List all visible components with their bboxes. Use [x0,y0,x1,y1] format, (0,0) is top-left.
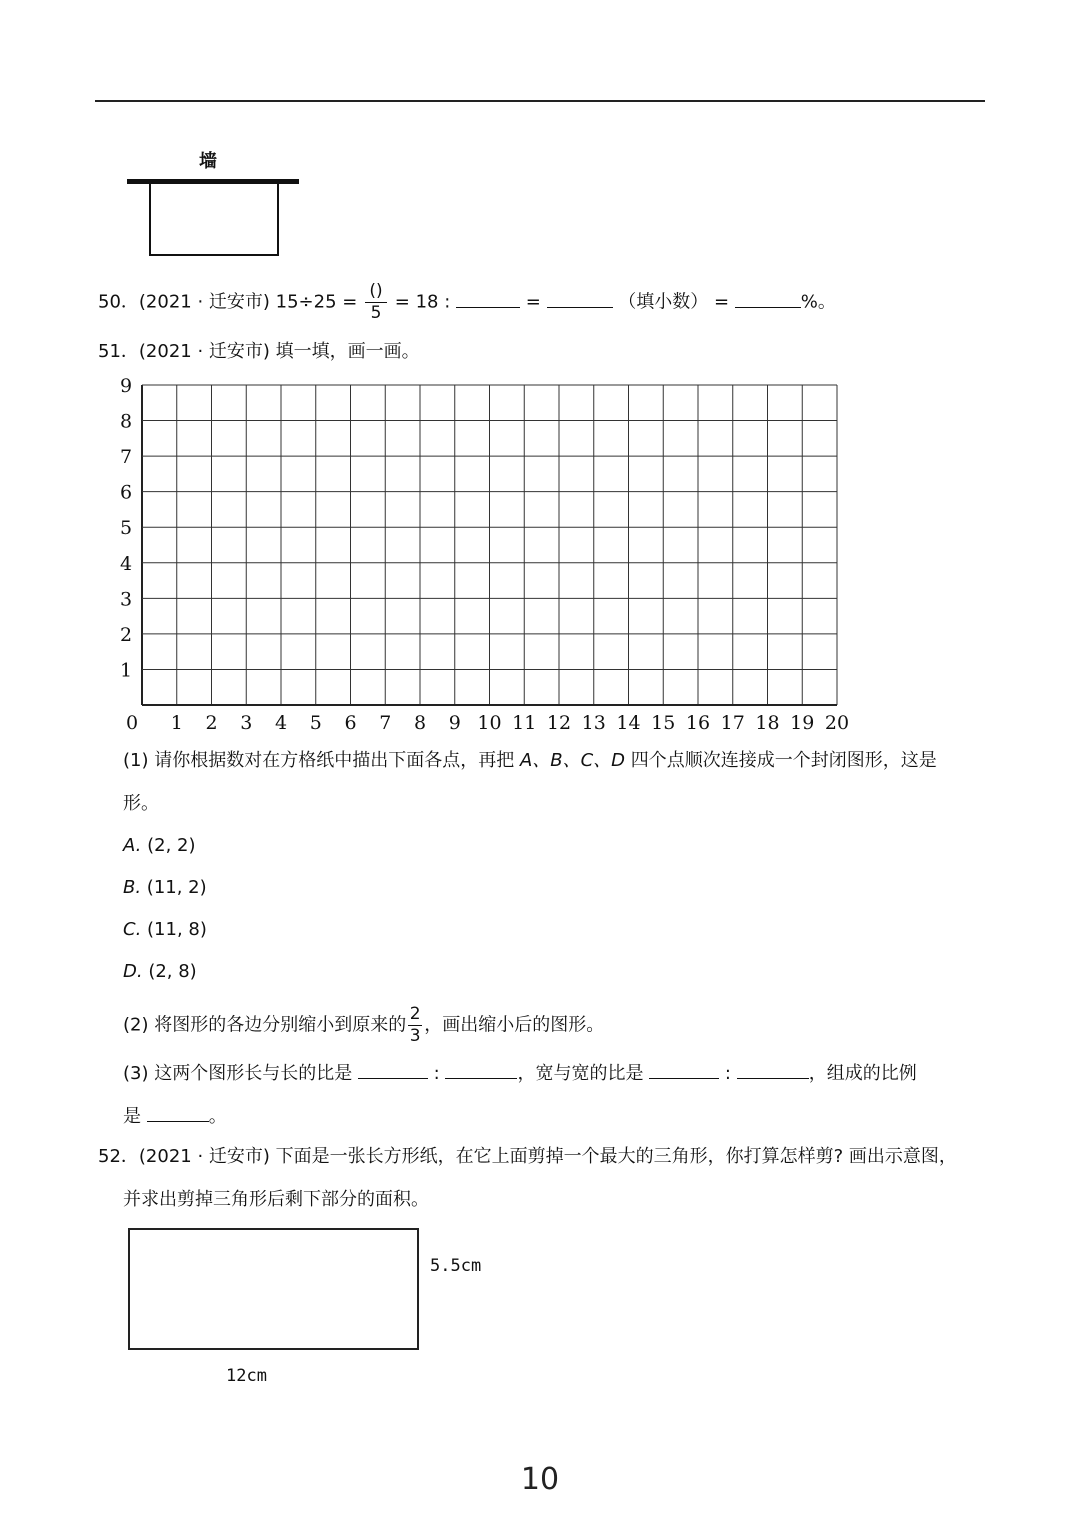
y-tick-label: 5 [119,517,133,540]
x-tick-label: 11 [512,712,537,734]
question-52-line1: 52．(2021 · 迁安市) 下面是一张长方形纸，在它上面剪掉一个最大的三角形，你打算怎样剪? 画出示意图， [98,1146,957,1167]
x-tick-label: 15 [651,712,676,734]
question-50: 50．(2021 · 迁安市) 15÷25 = $\frac{()}{5}$ = 18 : = （填小数） = %。 [98,281,836,323]
fraction-blank-over-5: $\frac{()}{5}$ [365,282,387,323]
page-number: 10 [520,1462,560,1497]
paper-rectangle [128,1228,419,1350]
x-tick-label: 0 [125,712,139,734]
question-51-title: 51．(2021 · 迁安市) 填一填，画一画。 [98,341,420,362]
rect-height-label: 5.5cm [430,1256,482,1276]
y-tick-label: 6 [119,481,133,504]
enclosure-rect [149,183,279,256]
x-tick-label: 8 [413,712,427,734]
coordinate-grid [110,378,870,738]
point-b: B. (11, 2) [123,877,207,898]
x-tick-label: 9 [448,712,461,734]
wall-label: 墙 [199,151,217,172]
y-tick-label: 8 [119,410,133,433]
answer-blank[interactable] [147,1103,209,1122]
x-tick-label: 1 [170,712,183,734]
y-tick-label: 3 [119,588,133,611]
q51-part3-line2: 是 。 [123,1103,227,1129]
x-tick-label: 3 [240,712,253,734]
x-tick-label: 10 [477,712,502,734]
q51-part1-line2: 形。 [123,793,159,814]
q51-part3-line1: (3) 这两个图形长与长的比是 : ，宽与宽的比是 : ，组成的比例 [123,1060,917,1086]
fraction-two-thirds: $\frac{2}{3}$ [409,1004,421,1046]
y-tick-label: 2 [119,623,133,646]
question-52-line2: 并求出剪掉三角形后剩下部分的面积。 [123,1189,429,1210]
x-tick-label: 19 [790,712,815,734]
point-d: D. (2, 8) [123,961,197,982]
x-tick-label: 18 [755,712,780,734]
answer-blank[interactable] [358,1060,428,1079]
point-a: A. (2, 2) [123,835,196,856]
point-c: C. (11, 8) [123,919,207,940]
q51-part1-line1: (1) 请你根据数对在方格纸中描出下面各点，再把 A、B、C、D 四个点顺次连接成一个封闭图形，这是 [123,750,937,771]
x-tick-label: 14 [616,712,641,734]
answer-blank[interactable] [649,1060,719,1079]
x-tick-label: 20 [824,712,850,734]
y-tick-label: 7 [119,446,133,469]
x-tick-label: 5 [309,712,322,734]
answer-blank[interactable] [547,289,613,308]
y-tick-label: 1 [119,659,133,682]
x-tick-label: 2 [205,712,218,734]
answer-blank[interactable] [735,289,801,308]
q51-part2: (2) 将图形的各边分别缩小到原来的 $\frac{2}{3}$ ，画出缩小后的图形。 [123,1004,605,1046]
answer-blank[interactable] [456,289,520,308]
x-tick-label: 4 [274,712,288,734]
rect-width-label: 12cm [226,1366,267,1386]
answer-blank[interactable] [445,1060,517,1079]
x-tick-label: 17 [720,712,745,734]
x-tick-label: 6 [344,712,357,734]
wall-figure [127,145,302,260]
x-tick-label: 13 [581,712,606,734]
x-tick-label: 12 [546,712,572,734]
header-rule [95,100,985,102]
x-tick-label: 7 [379,712,392,734]
y-tick-label: 9 [119,378,133,397]
y-tick-label: 4 [119,552,133,575]
x-tick-label: 16 [685,712,711,734]
answer-blank[interactable] [737,1060,809,1079]
